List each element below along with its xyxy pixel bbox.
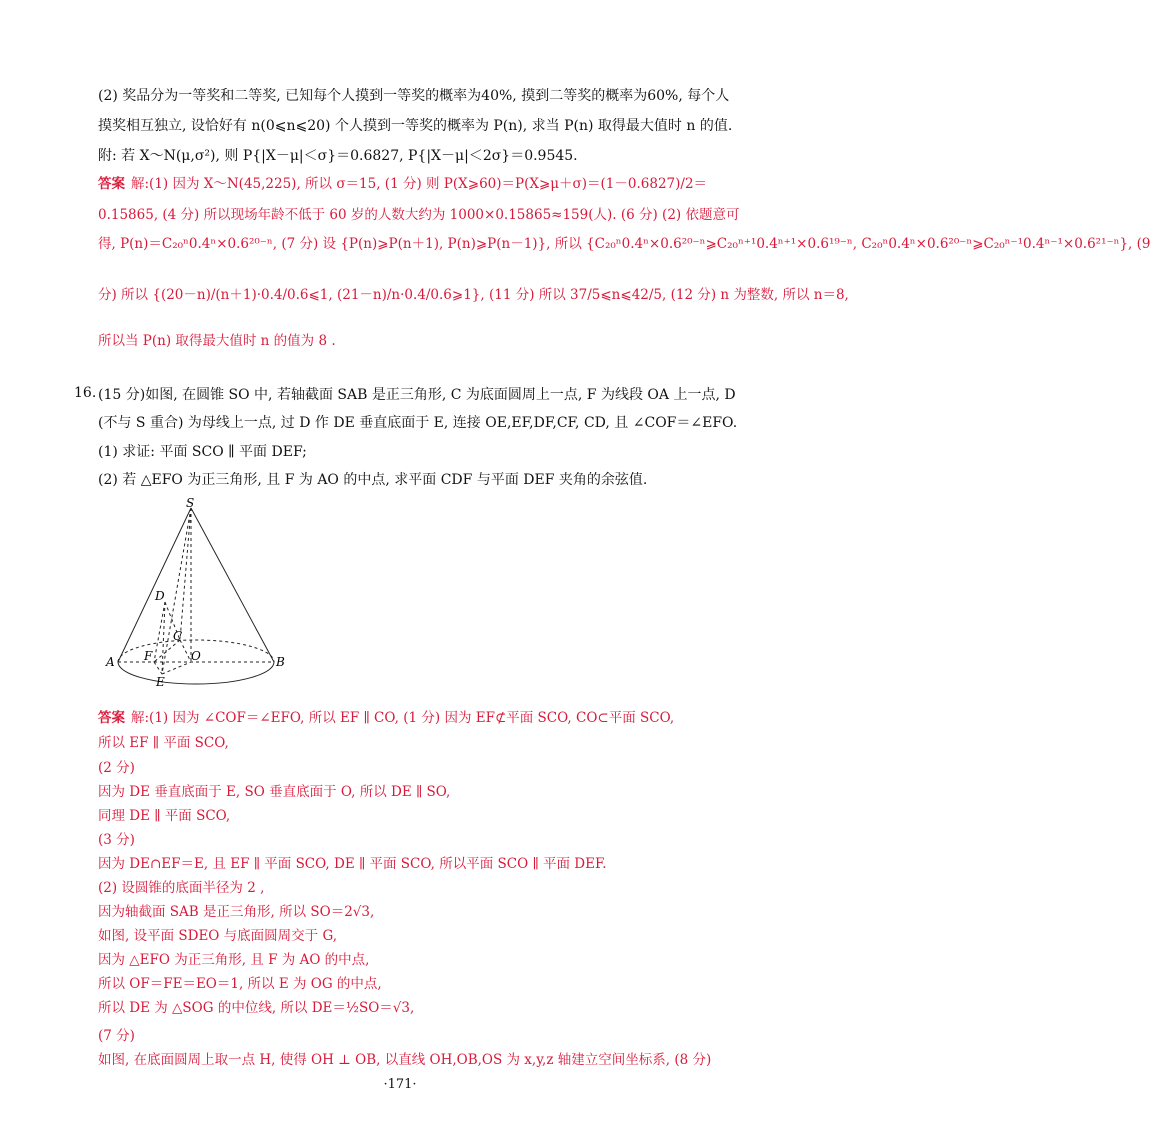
- label-b: B: [276, 655, 285, 669]
- q16-stem-line1: (15 分)如图, 在圆锥 SO 中, 若轴截面 SAB 是正三角形, C 为底面圆周上一点, F 为线段 OA 上一点, D: [98, 387, 736, 403]
- q16-answer-line15: 如图, 在底面圆周上取一点 H, 使得 OH ⊥ OB, 以直线 OH,OB,OS 为 x,y,z 轴建立空间坐标系, (8 分): [98, 1052, 712, 1068]
- q16-stem-line2: (不与 S 重合) 为母线上一点, 过 D 作 DE 垂直底面于 E, 连接 OE,EF,DF,CF, CD, 且 ∠COF＝∠EFO.: [98, 415, 738, 431]
- q16-answer-line6: (3 分): [98, 832, 135, 848]
- q15-answer-line4: 分) 所以 {(20－n)/(n＋1)·0.4/0.6⩽1, (21－n)/n·0.4/0.6⩾1}, (11 分) 所以 37/5⩽n⩽42/5, (12 分) n 为整数, 所以 n＝8,: [98, 287, 849, 303]
- q15-part2-line2: 摸奖相互独立, 设恰好有 n(0⩽n⩽20) 个人摸到一等奖的概率为 P(n), 求当 P(n) 取得最大值时 n 的值.: [98, 118, 733, 134]
- q16-answer-line14: (7 分): [98, 1028, 135, 1044]
- question-number: 16.: [74, 385, 97, 401]
- q15-answer-line3: 得, P(n)＝C₂₀ⁿ0.4ⁿ×0.6²⁰⁻ⁿ, (7 分) 设 {P(n)⩾P(n＋1), P(n)⩾P(n－1)}, 所以 {C₂₀ⁿ0.4ⁿ×0.6²⁰⁻ⁿ⩾C₂₀ⁿ⁺¹0.4ⁿ⁺¹×0.6¹⁹⁻ⁿ, C₂₀ⁿ0.4ⁿ×0.6²⁰⁻ⁿ⩾C₂₀ⁿ⁻¹0.4ⁿ⁻¹×0.6²¹⁻ⁿ}, (9: [98, 236, 1151, 252]
- q16-part2: (2) 若 △EFO 为正三角形, 且 F 为 AO 的中点, 求平面 CDF 与平面 DEF 夹角的余弦值.: [98, 472, 648, 488]
- q16-answer-line12: 所以 OF＝FE＝EO＝1, 所以 E 为 OG 的中点,: [98, 976, 382, 992]
- label-a: A: [106, 655, 115, 669]
- q16-part1: (1) 求证: 平面 SCO ∥ 平面 DEF;: [98, 444, 307, 460]
- q16-answer-line2: 所以 EF ∥ 平面 SCO,: [98, 735, 229, 751]
- q15-answer-line2: 0.15865, (4 分) 所以现场年龄不低于 60 岁的人数大约为 1000×0.15865≈159(人). (6 分) (2) 依题意可: [98, 207, 740, 223]
- answer-tag: 答案: [98, 710, 125, 726]
- q16-answer-line4: 因为 DE 垂直底面于 E, SO 垂直底面于 O, 所以 DE ∥ SO,: [98, 784, 451, 800]
- q16-answer-line1: 答案 解:(1) 因为 ∠COF＝∠EFO, 所以 EF ∥ CO, (1 分) 因为 EF⊄平面 SCO, CO⊂平面 SCO,: [98, 710, 675, 726]
- label-o: O: [191, 649, 201, 663]
- q15-part2-line1: (2) 奖品分为一等奖和二等奖, 已知每个人摸到一等奖的概率为40%, 摸到二等奖的概率为60%, 每个人: [98, 88, 730, 104]
- page-number: ·171·: [383, 1077, 417, 1092]
- label-c: C: [173, 629, 183, 643]
- q15-answer-line1: 答案 解:(1) 因为 X～N(45,225), 所以 σ＝15, (1 分) 则 P(X⩾60)＝P(X⩾μ＋σ)＝(1－0.6827)/2＝: [98, 176, 708, 192]
- q15-note: 附: 若 X～N(μ,σ²), 则 P{|X－μ|＜σ}＝0.6827, P{|X－μ|＜2σ}＝0.9545.: [98, 148, 578, 164]
- q16-answer-line5: 同理 DE ∥ 平面 SCO,: [98, 808, 231, 824]
- label-d: D: [155, 589, 165, 603]
- cone-figure: [100, 498, 290, 698]
- label-s: S: [186, 496, 195, 510]
- answer-tag: 答案: [98, 176, 125, 192]
- q15-answer-line5: 所以当 P(n) 取得最大值时 n 的值为 8 .: [98, 333, 336, 349]
- q16-answer-line3: (2 分): [98, 760, 135, 776]
- q16-answer-line8: (2) 设圆锥的底面半径为 2 ,: [98, 880, 265, 896]
- q16-answer-line13: 所以 DE 为 △SOG 的中位线, 所以 DE＝½SO＝√3,: [98, 1000, 415, 1016]
- label-f: F: [144, 649, 153, 663]
- label-e: E: [156, 675, 165, 689]
- q16-answer-line10: 如图, 设平面 SDEO 与底面圆周交于 G,: [98, 928, 338, 944]
- q16-answer-line11: 因为 △EFO 为正三角形, 且 F 为 AO 的中点,: [98, 952, 370, 968]
- q16-answer-line7: 因为 DE∩EF＝E, 且 EF ∥ 平面 SCO, DE ∥ 平面 SCO, 所以平面 SCO ∥ 平面 DEF.: [98, 856, 607, 872]
- q16-answer-line9: 因为轴截面 SAB 是正三角形, 所以 SO＝2√3,: [98, 904, 375, 920]
